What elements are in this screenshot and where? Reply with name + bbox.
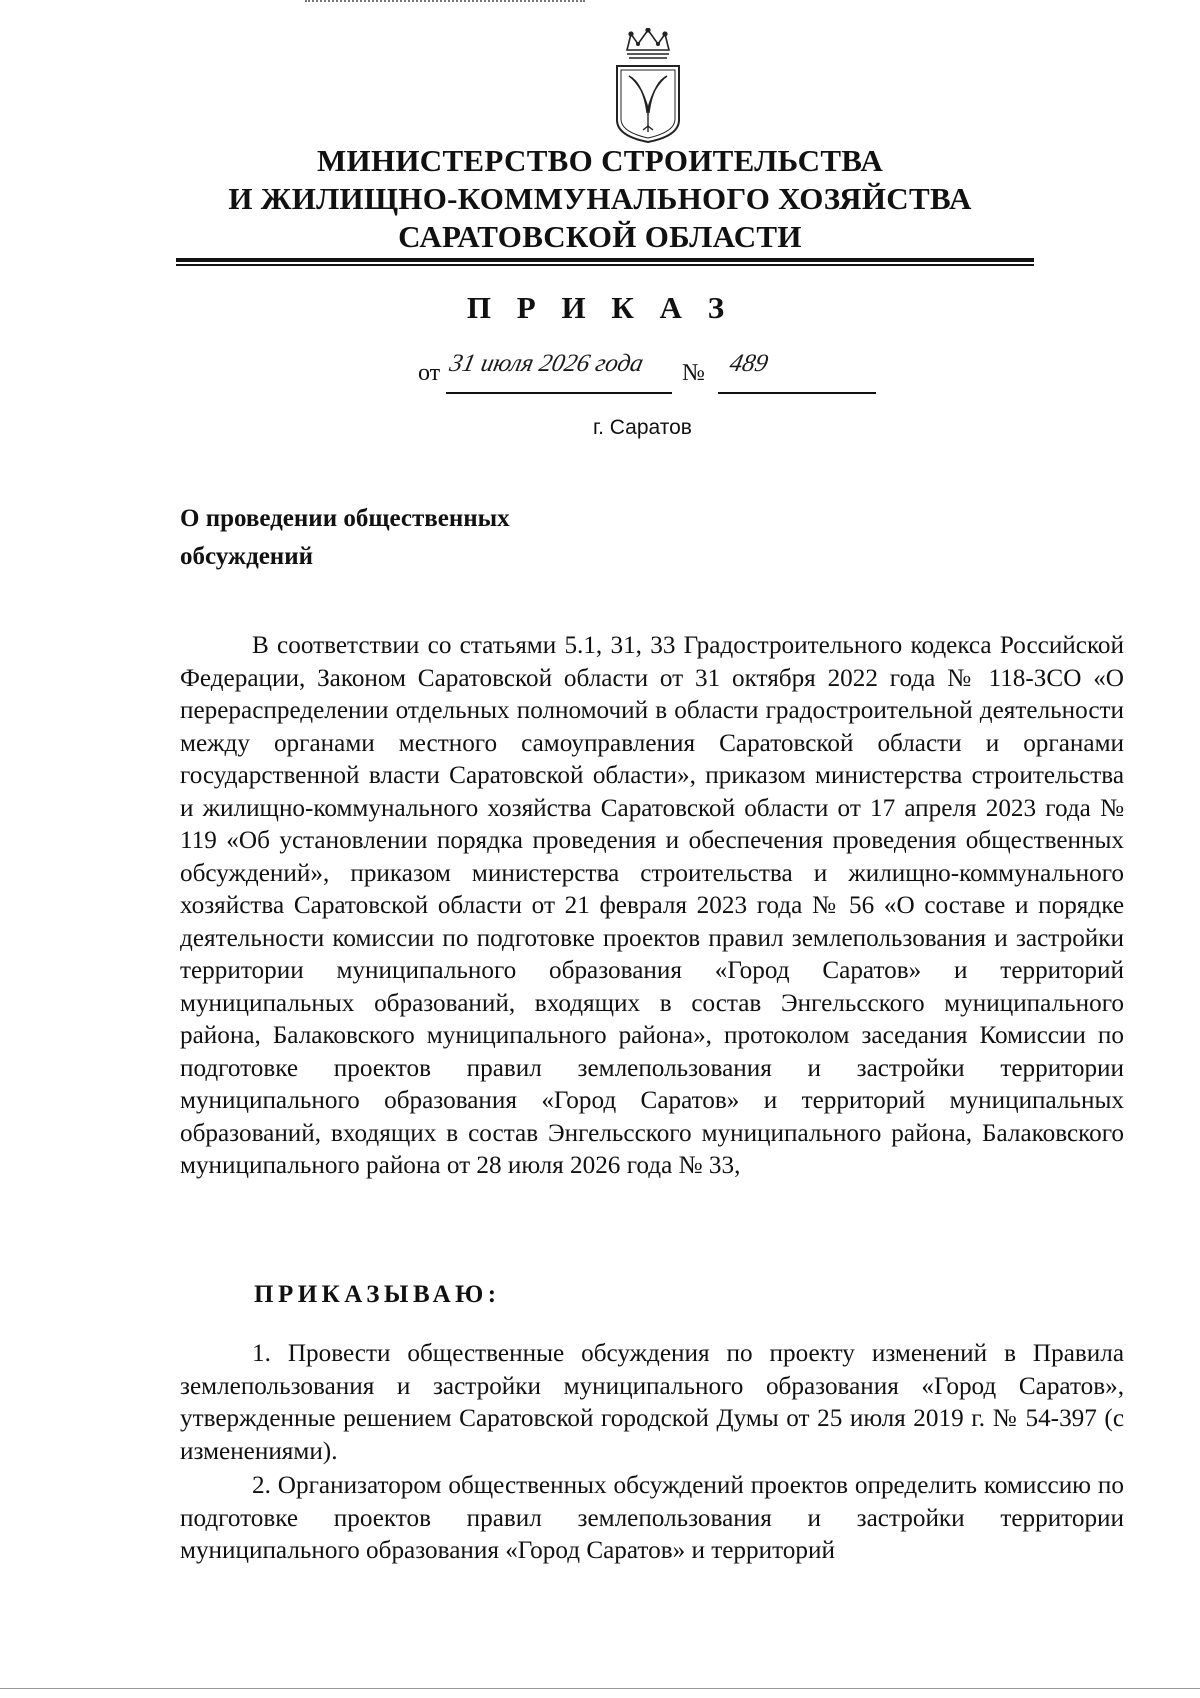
date-number-line <box>418 350 878 396</box>
saratov-oblast-coat-of-arms-icon <box>605 28 691 144</box>
header-divider-thin <box>176 264 1034 266</box>
city-label: г. Саратов <box>593 416 692 439</box>
document-type-title: П Р И К А З <box>466 290 734 325</box>
ministry-header-line-1: МИНИСТЕРСТВО СТРОИТЕЛЬСТВА <box>316 143 884 178</box>
ministry-header <box>200 142 1000 256</box>
order-word: ПРИКАЗЫВАЮ: <box>254 1281 501 1308</box>
date-underline <box>446 392 672 394</box>
handwritten-date: 31 июля 2026 года <box>447 350 646 377</box>
order-item-2: 2. Организатором общественных обсуждений проектов определить комиссию по подготовке проектов правил землепользования и застройки территории муниципального образования «Город Саратов» и территорий <box>180 1472 1124 1564</box>
subject-heading <box>180 500 600 576</box>
number-underline <box>718 392 876 394</box>
date-prefix: от <box>418 360 441 386</box>
scan-artifact-bottom <box>0 1688 1200 1689</box>
number-prefix: № <box>682 360 705 386</box>
subject-line-1: О проведении общественных <box>180 505 510 532</box>
header-divider-thick <box>176 258 1034 262</box>
preamble-paragraph: В соответствии со статьями 5.1, 31, 33 Градостроительного кодекса Российской Федерации, Законом Саратовской области от 31 октября 2022 года № 118-ЗСО «О перераспределении отдельных полномочий в области градостроительной деятельности между органами местного самоуправления Саратовской области и органами государственной власти Саратовской области», приказом министерства строительства и жилищно-коммунального хозяйства Саратовской области от 17 апреля 2023 года № 119 «Об установлении порядка проведения и обеспечения проведения общественных обсуждений», приказом министерства строительства и жилищно-коммунального хозяйства Саратовской области от 21 февраля 2023 года № 56 «О составе и порядке деятельности комиссии по подготовке проектов правил землепользования и застройки территории муниципального образования «Город Саратов» и территорий муниципальных образований, входящих в состав Энгельсского муниципального района, Балаковского муниципального района», протоколом заседания Комиссии по подготовке проектов правил землепользования и застройки территории муниципального образования «Город Саратов» и территорий муниципальных образований, входящих в состав Энгельсского муниципального района, Балаковского муниципального района от 28 июля 2026 года № 33, <box>180 632 1124 1179</box>
subject-line-2: обсуждений <box>180 543 314 570</box>
ministry-header-line-3: САРАТОВСКОЙ ОБЛАСТИ <box>398 219 802 254</box>
scan-artifact-top <box>305 0 585 4</box>
ministry-header-line-2: И ЖИЛИЩНО-КОММУНАЛЬНОГО ХОЗЯЙСТВА <box>228 181 972 216</box>
handwritten-number: 489 <box>727 350 771 377</box>
order-item-1: 1. Провести общественные обсуждения по проекту изменений в Правила землепользования и застройки муниципального образования «Город Саратов», утвержденные решением Саратовской городской Думы от 25 июля 2019 г. № 54-397 (с изменениями). <box>180 1340 1124 1465</box>
